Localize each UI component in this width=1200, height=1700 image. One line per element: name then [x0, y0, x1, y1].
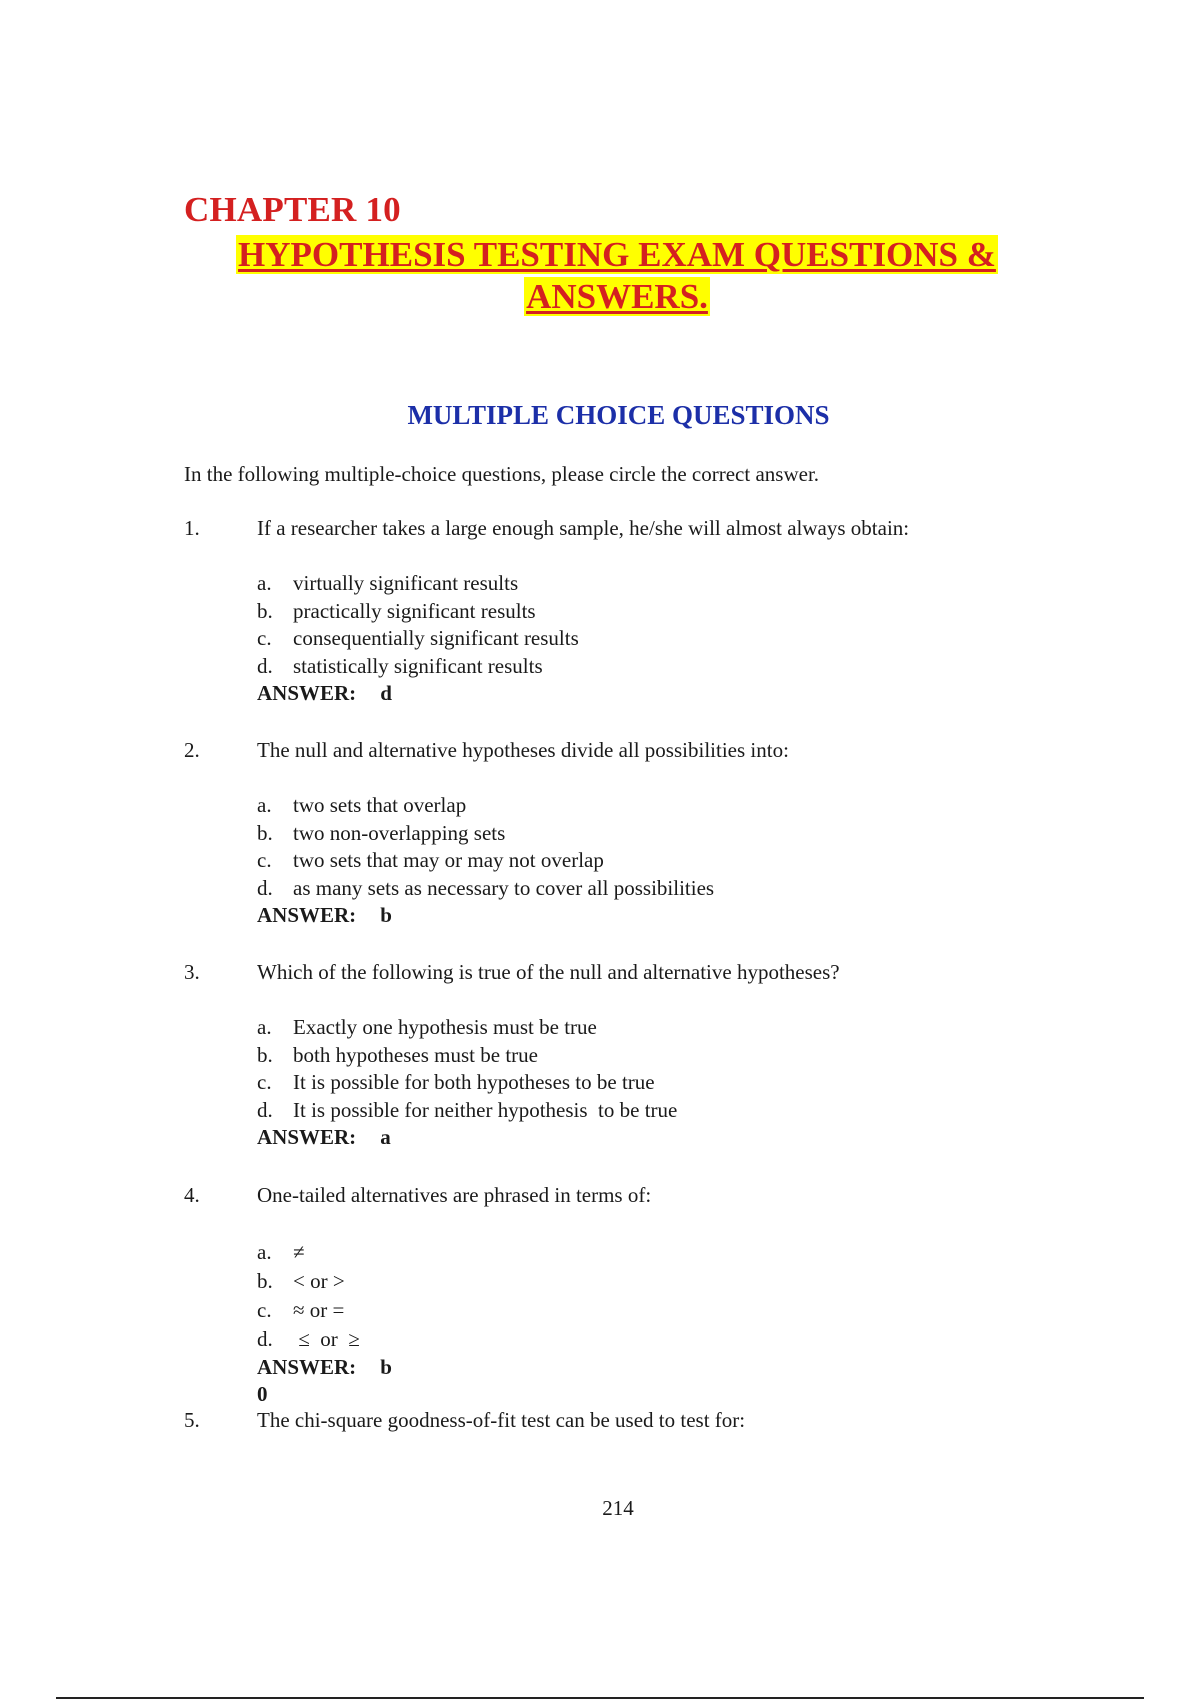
option-c: c. consequentially significant results	[257, 626, 579, 651]
question-text: Which of the following is true of the null and alternative hypotheses?	[257, 960, 840, 984]
answer-line: ANSWER: b	[257, 903, 392, 928]
answer-value: b	[380, 1355, 392, 1379]
options-list	[257, 1015, 1064, 1153]
answer-line: ANSWER: d	[257, 681, 392, 706]
page-title	[200, 234, 1034, 318]
options-list	[257, 1240, 1064, 1383]
options-list	[257, 793, 1064, 931]
option-c: c. two sets that may or may not overlap	[257, 848, 604, 873]
option-b: b. < or >	[257, 1269, 345, 1293]
question-1	[184, 516, 1064, 709]
options-list	[257, 571, 1064, 709]
option-b: b. both hypotheses must be true	[257, 1042, 538, 1067]
question-text: One-tailed alternatives are phrased in terms of:	[257, 1183, 652, 1207]
instructions: In the following multiple-choice questions, please circle the correct answer.	[184, 462, 820, 486]
question-number: 2.	[184, 738, 200, 762]
question-3	[184, 960, 1064, 1153]
option-c: c. ≈ or =	[257, 1298, 345, 1322]
answer-line: ANSWER: a	[257, 1125, 391, 1150]
question-text: If a researcher takes a large enough sample, he/she will almost always obtain:	[257, 516, 910, 540]
section-heading: MULTIPLE CHOICE QUESTIONS	[407, 400, 830, 430]
option-b: b. two non-overlapping sets	[257, 820, 506, 845]
question-2	[184, 738, 1064, 931]
question-number: 3.	[184, 960, 200, 984]
option-d: d. statistically significant results	[257, 653, 543, 678]
question-number: 1.	[184, 516, 200, 540]
question-4	[184, 1183, 1064, 1383]
option-d: d. ≤ or ≥	[257, 1327, 360, 1351]
option-c: c. It is possible for both hypotheses to be true	[257, 1070, 655, 1095]
option-d: d. as many sets as necessary to cover all possibilities	[257, 875, 715, 900]
question-5	[184, 1408, 1064, 1436]
option-a: a. two sets that overlap	[257, 793, 467, 817]
question-number: 4.	[184, 1183, 200, 1207]
title-line-2: ANSWERS.	[526, 277, 708, 316]
answer-value: a	[380, 1125, 391, 1150]
title-line-1: HYPOTHESIS TESTING EXAM QUESTIONS &	[238, 235, 996, 274]
answer-value: b	[380, 903, 392, 928]
question-text: The chi-square goodness-of-fit test can be used to test for:	[257, 1408, 746, 1432]
answer-line: ANSWER: b	[257, 1355, 392, 1379]
page-number: 214	[602, 1496, 634, 1520]
chapter-label: CHAPTER 10	[184, 190, 401, 229]
bottom-divider	[56, 1697, 1144, 1699]
option-a: a. ≠	[257, 1240, 305, 1264]
stray-mark: 0	[257, 1382, 268, 1406]
option-b: b. practically significant results	[257, 598, 536, 623]
option-a: a. Exactly one hypothesis must be true	[257, 1015, 597, 1039]
question-text: The null and alternative hypotheses divide all possibilities into:	[257, 738, 789, 762]
option-a: a. virtually significant results	[257, 571, 519, 595]
answer-value: d	[380, 681, 392, 706]
question-number: 5.	[184, 1408, 200, 1432]
option-d: d. It is possible for neither hypothesis to be true	[257, 1097, 678, 1122]
